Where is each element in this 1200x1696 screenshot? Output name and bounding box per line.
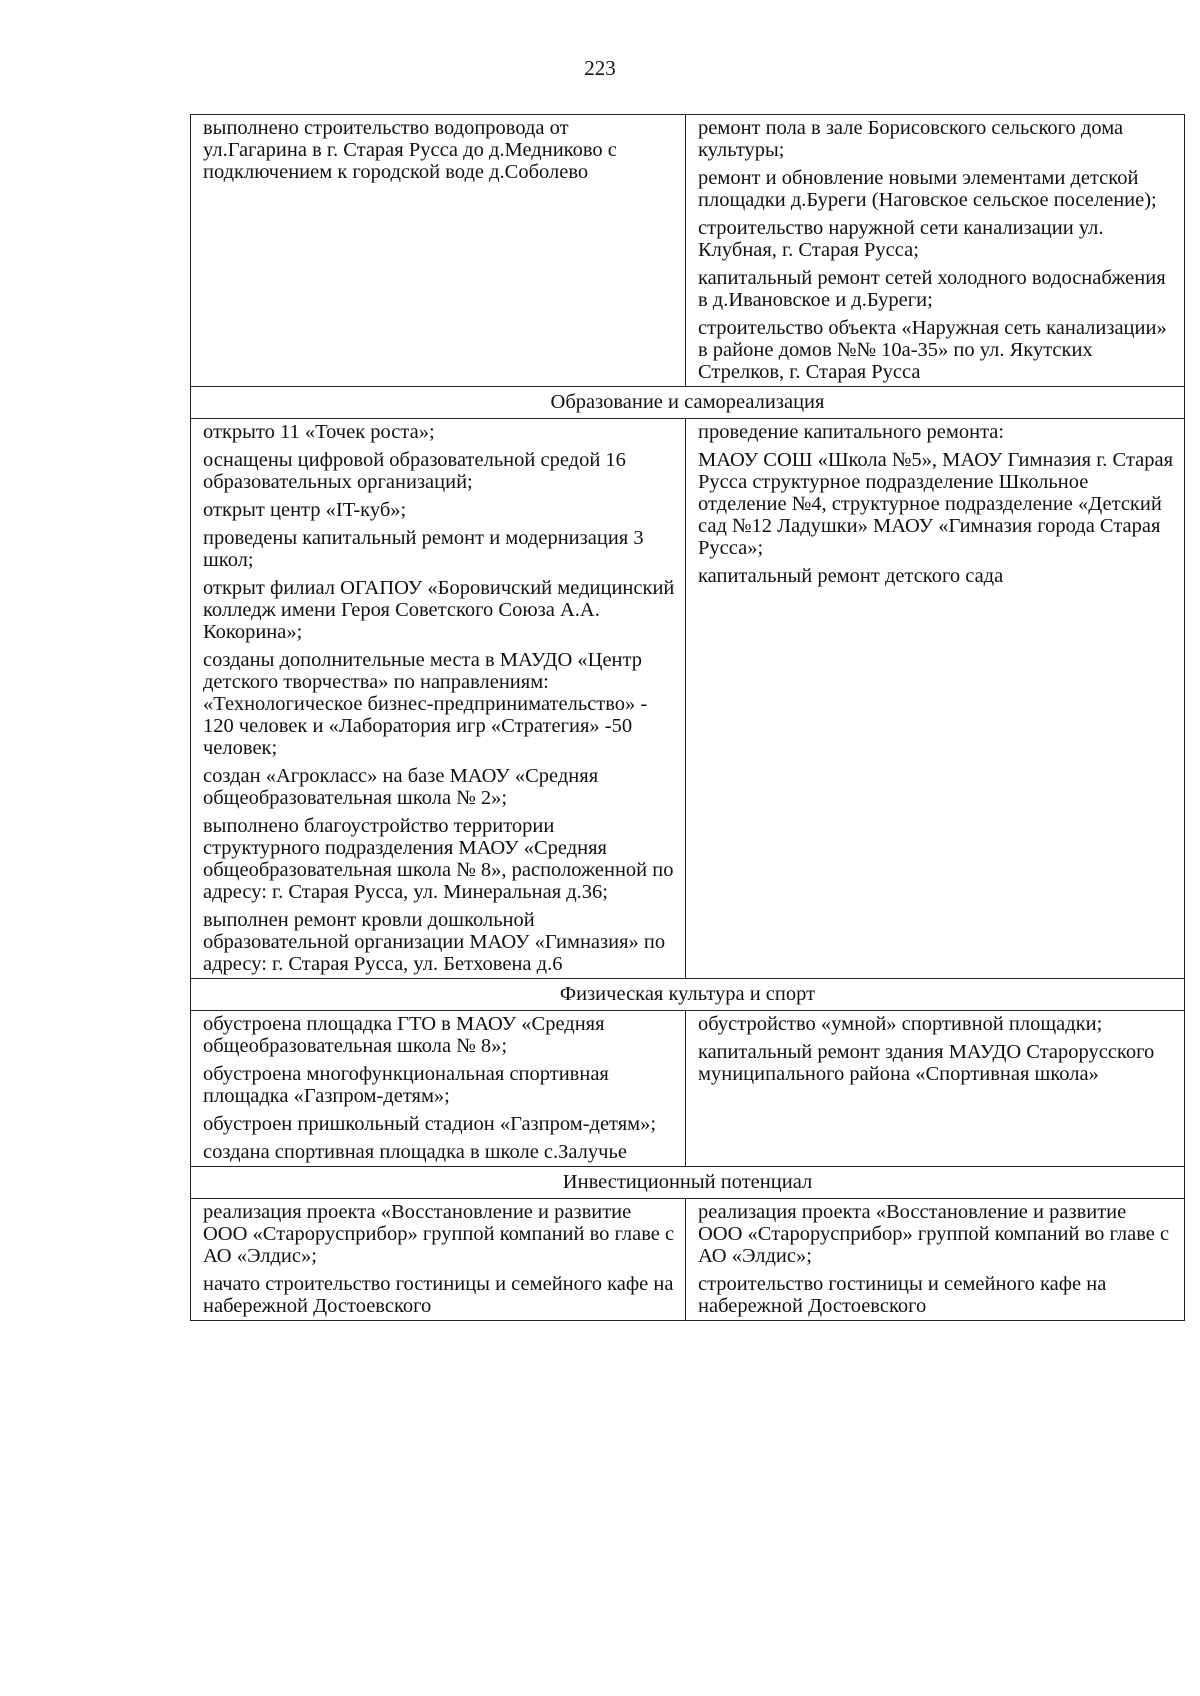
right-cell: [686, 1199, 1185, 1321]
list-item: открыт центр «IT-куб»;: [203, 499, 407, 521]
list-item: начато строительство гостиницы и семейного кафе на набережной Достоевского: [203, 1273, 674, 1317]
list-item: строительство гостиницы и семейного кафе на набережной Достоевского: [698, 1273, 1107, 1317]
right-cell: [686, 1011, 1185, 1167]
left-cell: [191, 419, 686, 979]
list-item: ремонт и обновление новыми элементами детской площадки д.Буреги (Наговское сельское поселение);: [698, 167, 1157, 211]
list-item: открыто 11 «Точек роста»;: [203, 421, 435, 443]
list-item: оснащены цифровой образовательной средой 16 образовательных организаций;: [203, 449, 626, 493]
section-header-sport: Физическая культура и спорт: [191, 979, 1185, 1011]
list-item: строительство наружной сети канализации ул. Клубная, г. Старая Русса;: [698, 217, 1104, 261]
section-header-row: [191, 1167, 1185, 1199]
list-item: МАОУ СОШ «Школа №5», МАОУ Гимназия г. Старая Русса структурное подразделение Школьное отделение №4, структурное подразделение «Детский сад №12 Ладушки» МАОУ «Гимназия города Старая Русса»;: [698, 449, 1174, 559]
list-item: капитальный ремонт детского сада: [698, 565, 1004, 587]
section-header-row: [191, 387, 1185, 419]
right-cell: [686, 419, 1185, 979]
list-item: выполнено благоустройство территории структурного подразделения МАОУ «Средняя общеобразовательная школа № 8», расположенной по адресу: г. Старая Русса, ул. Минеральная д.36;: [203, 815, 674, 903]
table-row: [191, 1199, 1185, 1321]
list-item: созданы дополнительные места в МАУДО «Центр детского творчества» по направлениям: «Технологическое бизнес-предпринимательство» - 120 человек и «Лаборатория игр «Стратегия» -50 человек;: [203, 649, 648, 759]
list-item: обустроена площадка ГТО в МАОУ «Средняя общеобразовательная школа № 8»;: [203, 1013, 605, 1057]
list-item: обустройство «умной» спортивной площадки;: [698, 1013, 1103, 1035]
page-number: 223: [584, 56, 616, 80]
document-table: [190, 114, 1185, 1321]
list-item: реализация проекта «Восстановление и развитие ООО «Старорусприбор» группой компаний во главе с АО «Элдис»;: [203, 1201, 675, 1267]
left-cell: [191, 1011, 686, 1167]
list-item: ремонт пола в зале Борисовского сельского дома культуры;: [698, 117, 1124, 161]
section-header-row: [191, 979, 1185, 1011]
list-item: проведены капитальный ремонт и модернизация 3 школ;: [203, 527, 644, 571]
list-item: открыт филиал ОГАПОУ «Боровичский медицинский колледж имени Героя Советского Союза А.А. Кокорина»;: [203, 577, 675, 643]
list-item: обустроен пришкольный стадион «Газпром-детям»;: [203, 1113, 657, 1135]
left-cell: [191, 1199, 686, 1321]
list-item: создан «Агрокласс» на базе МАОУ «Средняя общеобразовательная школа № 2»;: [203, 765, 599, 809]
section-header-investment: Инвестиционный потенциал: [191, 1167, 1185, 1199]
list-item: реализация проекта «Восстановление и развитие ООО «Старорусприбор» группой компаний во главе с АО «Элдис»;: [698, 1201, 1170, 1267]
list-item: выполнено строительство водопровода от ул.Гагарина в г. Старая Русса до д.Медниково с подключением к городской воде д.Соболево: [203, 117, 617, 183]
list-item: строительство объекта «Наружная сеть канализации» в районе домов №№ 10а-35» по ул. Якутских Стрелков, г. Старая Русса: [698, 317, 1167, 383]
table-row: [191, 115, 1185, 387]
left-cell: [191, 115, 686, 387]
table-row: [191, 1011, 1185, 1167]
section-header-education: Образование и самореализация: [191, 387, 1185, 419]
table-row: [191, 419, 1185, 979]
list-item: капитальный ремонт здания МАУДО Старорусского муниципального района «Спортивная школа»: [698, 1041, 1155, 1085]
list-item: капитальный ремонт сетей холодного водоснабжения в д.Ивановское и д.Буреги;: [698, 267, 1166, 311]
list-item: проведение капитального ремонта:: [698, 421, 1005, 443]
right-cell: [686, 115, 1185, 387]
list-item: выполнен ремонт кровли дошкольной образовательной организации МАОУ «Гимназия» по адресу: г. Старая Русса, ул. Бетховена д.6: [203, 909, 666, 975]
list-item: создана спортивная площадка в школе с.Залучье: [203, 1141, 627, 1163]
list-item: обустроена многофункциональная спортивная площадка «Газпром-детям»;: [203, 1063, 609, 1107]
